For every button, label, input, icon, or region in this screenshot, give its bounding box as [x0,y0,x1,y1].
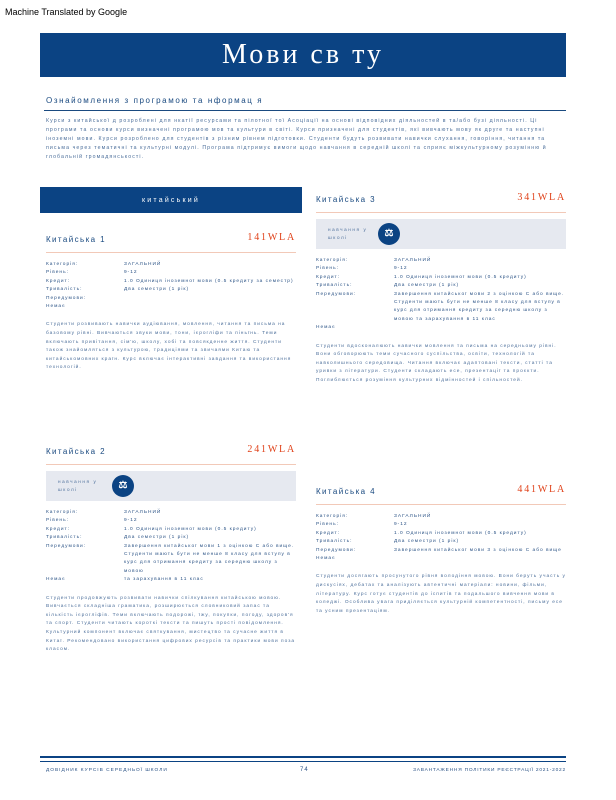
category-label: китайський [142,196,200,204]
meta-value [124,303,296,311]
meta-row [316,530,566,538]
meta-value: 1.0 Одиниця іноземної мови (0.5 кредиту за семестр) [124,278,294,284]
meta-row [46,534,296,542]
meta-row [46,278,296,286]
course-note-box [316,219,566,249]
meta-value [394,324,566,332]
course-divider [316,504,566,505]
meta-key: Рівень: [316,522,339,528]
meta-key: Кредит: [316,274,341,280]
footer-right-text: ЗАВАНТАЖЕННЯ ПОЛІТИКИ РЕЄСТРАЦІЇ 2021-2022 [413,768,566,773]
meta-value: ЗАГАЛЬНИЙ [124,262,162,267]
course-meta [316,513,566,563]
page-title: Мови св ту [222,39,384,70]
meta-value: Два семестри (1 рік) [124,535,190,541]
meta-value: 9-12 [124,518,138,524]
meta-key: Рівень: [316,266,339,272]
course-description: Студенти досягають просунутого рівня володіння мовою. Вони беруть участь у дискусіях, дебатах та аналізують автентичні матеріали: новини, фільми, літературу. Курс готує студентів до іспитів та подальшого вивчення мови в коледжі. Особлива увага приділяється культурній компетентності, письму есе та усним презентаціям. [316,574,566,614]
meta-row [316,291,566,325]
meta-key: Передумови: [316,547,357,553]
meta-row [316,282,566,290]
meta-row [316,513,566,521]
meta-key: Тривалість: [316,539,353,545]
meta-key: Немає [46,577,66,583]
meta-key: Передумови: [316,291,357,297]
meta-row [46,526,296,534]
meta-value: та зарахування в 11 клас [124,577,204,583]
meta-value [124,295,296,303]
school-badge-icon: ⚖ [378,223,400,245]
meta-key: Кредит: [316,530,341,536]
meta-row [316,324,566,332]
meta-row [316,547,566,555]
course-note-text: навчання у школі [58,479,98,492]
meta-key: Тривалість: [316,283,353,289]
course-code: 141WLA [247,232,296,243]
meta-key: Немає [316,556,336,562]
meta-row [46,269,296,277]
course-description: Студенти продовжують розвивати навички спілкування китайською мовою. Вивчається складніша граматика, розширюється словниковий запас та кількість ієрогліфів. Теми включають подорожі, їжу, покупки, погоду, здоров'я та спорт. Студенти читають короткі тексти та пишуть прості повідомлення. Культурний компонент включає святкування, мистецтво та сучасне життя в Китаї. Рекомендовано використання цифрових ресурсів та практики мови поза класом. [46,595,296,653]
meta-key: Категорія: [46,262,79,267]
category-bar [40,187,302,213]
course-divider [46,464,296,465]
machine-translation-notice: Machine Translated by Google [5,7,128,17]
course-meta [46,509,296,585]
meta-value: 9-12 [124,270,138,276]
meta-key: Категорія: [316,514,349,519]
intro-title: Ознайомлення з програмою та нформац я [46,96,264,105]
meta-row [46,303,296,311]
course-name: Китайська 3 [316,195,376,204]
meta-value: ЗАГАЛЬНИЙ [394,258,432,263]
footer-left-text: ДОВІДНИК КУРСІВ СЕРЕДНЬОЇ ШКОЛИ [46,768,168,773]
meta-value: 9-12 [394,522,408,528]
course-code: 341WLA [517,192,566,203]
meta-key: Тривалість: [46,535,83,541]
course-code: 241WLA [247,444,296,455]
course-note-text: навчання у школі [328,227,368,240]
course-description: Студенти вдосконалюють навички мовлення та письма на середньому рівні. Вони обговорюють теми сучасного суспільства, освіти, технологій та навколишнього середовища. Читання включає адаптовані тексти, статті та уривки з літератури. Студенти складають есе, презентації та проєкти. Поглиблюється розуміння культурних відмінностей і спільностей. [316,343,557,384]
course-name: Китайська 4 [316,487,376,496]
meta-row [316,555,566,563]
course-code: 441WLA [517,484,566,495]
meta-row [46,517,296,525]
footer-divider-thin [40,761,566,762]
meta-key: Немає [46,304,66,310]
meta-value: Завершення китайської мови 3 з оцінкою C або вище [394,547,562,553]
meta-row [316,265,566,273]
meta-key: Немає [316,325,336,331]
meta-value: Завершення китайської мови 1 з оцінкою C або вище. Студенти мають бути не менше 8 класу для вступу в курс для отримання кредиту за середню школу з мовою [124,543,295,574]
course-chinese-4 [316,484,566,616]
meta-value: 1.0 Одиниця іноземної мови (0.5 кредиту) [394,530,527,536]
meta-key: Кредит: [46,278,71,284]
meta-value: ЗАГАЛЬНИЙ [394,514,432,519]
page-title-banner [40,33,566,77]
meta-row [46,295,296,303]
intro-divider [44,110,566,111]
course-chinese-1 [46,232,296,373]
meta-row [46,576,296,584]
meta-key: Категорія: [316,258,349,263]
course-meta [316,257,566,333]
meta-key: Рівень: [46,518,69,524]
footer-divider [40,756,566,758]
meta-value: Два семестри (1 рік) [394,283,460,289]
meta-key: Категорія: [46,510,79,515]
course-meta [46,261,296,311]
meta-row [46,509,296,517]
course-divider [46,252,296,253]
school-badge-icon: ⚖ [112,475,134,497]
meta-row [316,257,566,265]
meta-key: Передумови: [46,543,87,549]
meta-value: 1.0 Одиниця іноземної мови (0.5 кредиту) [124,526,257,532]
meta-row [316,274,566,282]
intro-text: Курси з китайської д розроблені для нкатії ресурсами та пілотної тої Асоціації на основі відповідних діяльностей в та/або бузі діяльності. Ці програми та основи курси визначені програмою мов та культури в світі. Курси призначені для студентів, які вивчають мову як друге та наступні іноземні мови. Курси розроблено для студентів з різним рівнем підготовки. Студенти будуть розвивати навички слухання, говоріння, читання та письма через тематичні та культурні модулі. Програма підтримує вимоги щодо навчання в середній школі та сприяє міжкультурному розумінню й глобальній громадянськості. [46,118,547,160]
meta-row [316,538,566,546]
meta-row [46,286,296,294]
course-chinese-3 [316,192,566,386]
meta-value: 9-12 [394,266,408,272]
course-description: Студенти розвивають навички аудіювання, мовлення, читання та письма на базовому рівні. Вивчаються звуки мови, тони, ієрогліфи та піньїнь. Теми включають привітання, сім'ю, школу, хобі та повсякденне життя. Студенти також знайомляться з культурою, традиціями та звичаями Китаю та китайськомовних країн. Курс включає інтерактивні завдання та використання технологій. [46,322,292,371]
course-divider [316,212,566,213]
meta-value: Два семестри (1 рік) [124,287,190,293]
page-number: 74 [300,767,309,773]
meta-row [46,261,296,269]
course-name: Китайська 1 [46,235,106,244]
meta-row [46,543,296,577]
course-chinese-2 [46,444,296,655]
meta-key: Кредит: [46,526,71,532]
meta-key: Тривалість: [46,287,83,293]
meta-value: 1.0 Одиниця іноземної мови (0.5 кредиту) [394,274,527,280]
course-name: Китайська 2 [46,447,106,456]
meta-value: ЗАГАЛЬНИЙ [124,510,162,515]
meta-key: Рівень: [46,270,69,276]
meta-key: Передумови: [46,295,87,301]
meta-value: Два семестри (1 рік) [394,539,460,545]
meta-row [316,521,566,529]
meta-value: Завершення китайської мови 2 з оцінкою C або вище. Студенти мають бути не менше 8 класу для вступу в курс для отримання кредиту за середню школу з мовою та зарахування в 11 клас [394,291,565,322]
meta-value [394,555,566,563]
course-note-box [46,471,296,501]
